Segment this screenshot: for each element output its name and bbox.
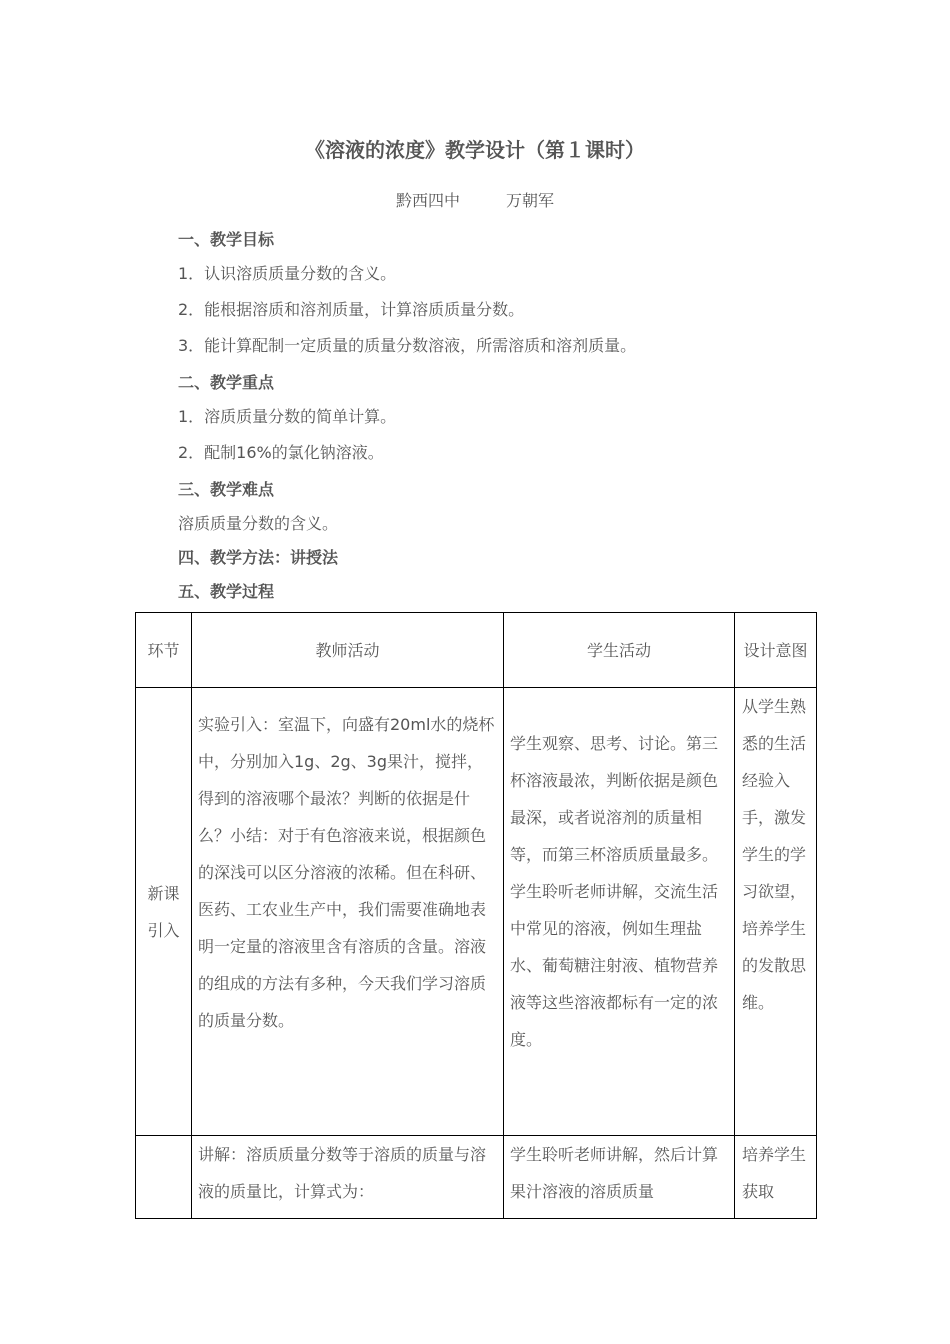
key-point-item: 1．溶质质量分数的简单计算。 <box>178 407 397 426</box>
process-heading: 五、教学过程 <box>178 582 275 601</box>
header-teacher: 教师活动 <box>192 613 504 688</box>
table-row <box>136 1136 817 1219</box>
method-heading: 四、教学方法：讲授法 <box>178 548 339 567</box>
stage-cell: 新课引入 <box>136 688 192 1136</box>
design-intent-cell: 从学生熟悉的生活经验入手，激发学生的学习欲望，培养学生的发散思维。 <box>735 688 817 1136</box>
key-points-heading: 二、教学重点 <box>178 373 275 392</box>
table-header-row <box>136 613 817 688</box>
author-name: 万朝军 <box>506 191 555 210</box>
table-row <box>136 688 817 1136</box>
teacher-activity-cell: 讲解：溶质质量分数等于溶质的质量与溶液的质量比，计算式为： <box>192 1136 504 1219</box>
difficulties-text: 溶质质量分数的含义。 <box>178 514 339 533</box>
objective-item: 1．认识溶质质量分数的含义。 <box>178 264 397 283</box>
student-activity-cell: 学生聆听老师讲解，然后计算果汁溶液的溶质质量 <box>504 1136 735 1219</box>
author-school: 黔西四中 <box>395 191 460 210</box>
difficulties-heading: 三、教学难点 <box>178 480 275 499</box>
objective-item: 2．能根据溶质和溶剂质量，计算溶质质量分数。 <box>178 300 525 319</box>
header-student: 学生活动 <box>504 613 735 688</box>
teacher-activity-cell: 实验引入：室温下，向盛有20ml水的烧杯中，分别加入1g、2g、3g果汁，搅拌，得到的溶液哪个最浓？判断的依据是什么？小结：对于有色溶液来说，根据颜色的深浅可以区分溶液的浓稀。但在科研、医药、工农业生产中，我们需要准确地表明一定量的溶液里含有溶质的含量。溶液的组成的方法有多种，今天我们学习溶质的质量分数。 <box>192 688 504 1136</box>
student-activity-cell: 学生观察、思考、讨论。第三杯溶液最浓，判断依据是颜色最深，或者说溶剂的质量相等，而第三杯溶质质量最多。学生聆听老师讲解，交流生活中常见的溶液，例如生理盐水、葡萄糖注射液、植物营养液等这些溶液都标有一定的浓度。 <box>504 688 735 1136</box>
process-table <box>135 612 817 1219</box>
author-line <box>0 188 950 211</box>
objectives-heading: 一、教学目标 <box>178 230 275 249</box>
design-intent-cell: 培养学生获取 <box>735 1136 817 1219</box>
header-intent: 设计意图 <box>735 613 817 688</box>
stage-cell <box>136 1136 192 1219</box>
objective-item: 3．能计算配制一定质量的质量分数溶液，所需溶质和溶剂质量。 <box>178 336 637 355</box>
key-point-item: 2．配制16%的氯化钠溶液。 <box>178 443 384 462</box>
header-stage: 环节 <box>136 613 192 688</box>
page-title: 《溶液的浓度》教学设计（第１课时） <box>305 138 645 162</box>
